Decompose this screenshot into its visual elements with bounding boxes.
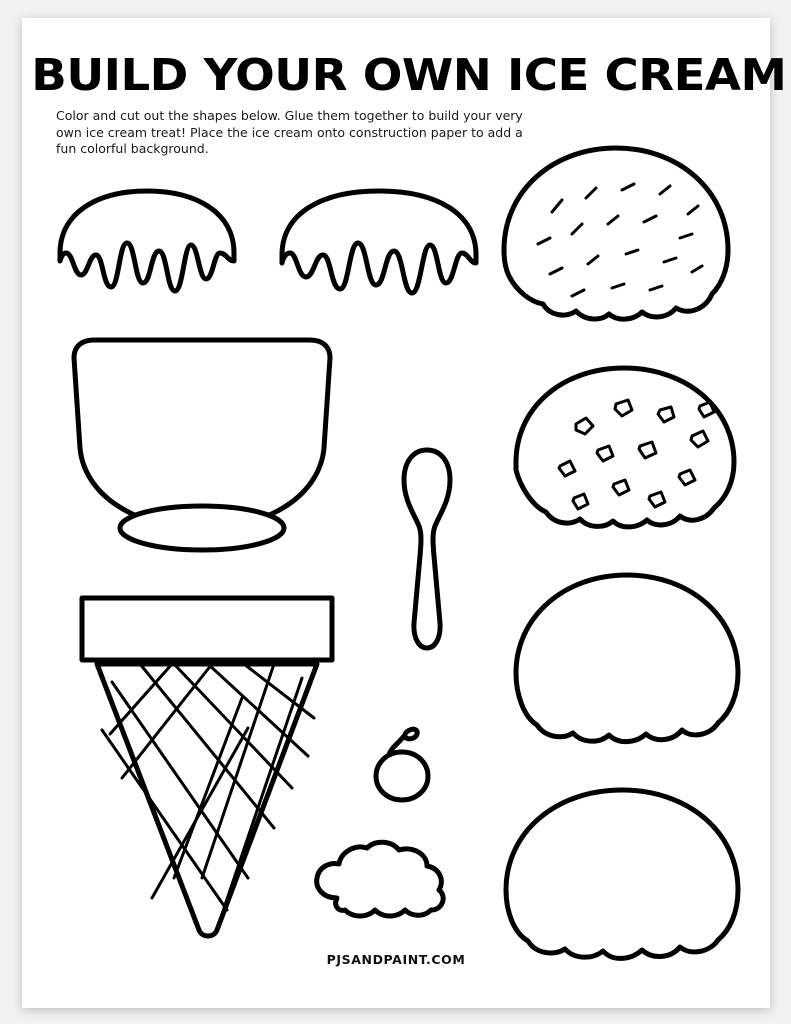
scoop-plain-upper-shape: [502, 563, 752, 748]
drip-topping-small-shape: [52, 183, 242, 308]
scoop-with-sprinkles-shape: [492, 138, 742, 323]
spoon-shape: [392, 438, 462, 663]
footer-credit: PJSANDPAINT.COM: [326, 952, 466, 967]
scoop-plain-lower-shape: [492, 778, 752, 968]
whipped-cream-dollop-shape: [307, 836, 452, 926]
printable-sheet: [22, 18, 787, 1008]
drip-topping-large-shape: [274, 183, 484, 308]
instructions-text: Color and cut out the shapes below. Glue them together to build your very own ice cream treat! Place the ice cream onto construction paper to add a fun colorful background.: [56, 108, 523, 156]
ice-cream-bowl-shape: [52, 328, 352, 558]
scoop-with-chocolate-chunks-shape: [504, 358, 749, 533]
cherry-shape: [362, 718, 442, 808]
page-title: BUILD YOUR OWN ICE CREAM: [31, 50, 787, 101]
